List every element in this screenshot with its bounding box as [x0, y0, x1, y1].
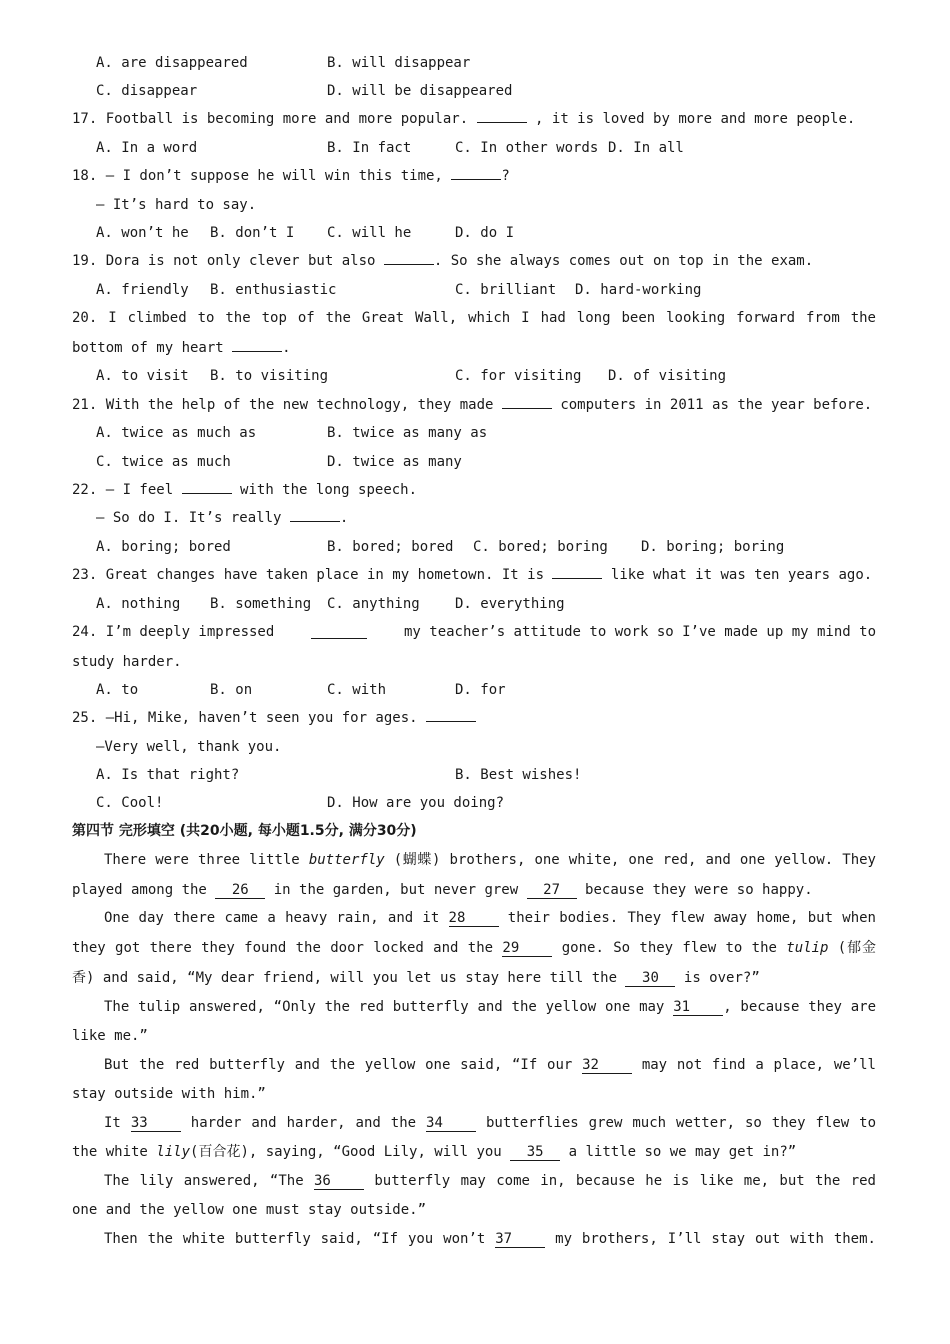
q17-option-d: D. In all [608, 140, 684, 156]
q25-option-c: C. Cool! [96, 795, 164, 811]
p1-text-a: There were three little [104, 852, 300, 868]
q22-option-a: A. boring; bored [96, 539, 231, 555]
q25-blank [426, 709, 476, 722]
q17-option-c: C. In other words [455, 140, 599, 156]
p2-text-a: One day there came a heavy rain, and it [104, 910, 440, 926]
blank-28: 28 [449, 911, 499, 927]
p1-italic-word: butterfly [308, 852, 385, 868]
q17-stem-pre: 17. Football is becoming more and more popular. [72, 111, 469, 127]
q23-option-a: A. nothing [96, 596, 181, 612]
q17-stem [72, 110, 855, 128]
q18-option-d: D. do I [455, 225, 515, 241]
p5-text-f: a little so we may get in?” [568, 1144, 797, 1160]
p3-text-b: , because they are [723, 999, 877, 1015]
q19-stem-post: . So she always comes out on top in the exam. [433, 253, 814, 269]
q24-option-d: D. for [455, 682, 506, 698]
p5-text-e: (百合花), saying, “Good Lily, will you [190, 1144, 502, 1160]
blank-33: 33 [131, 1116, 181, 1132]
passage-p3-line1 [104, 998, 876, 1016]
q19-option-d: D. hard-working [575, 282, 702, 298]
q16-option-d: D. will be disappeared [327, 83, 513, 99]
q20-stem-pre: bottom of my heart [72, 340, 224, 356]
q24-stem-line2: study harder. [72, 654, 182, 670]
p7-text-b: my brothers, I’ll stay out with them. [555, 1231, 876, 1247]
blank-30: 30 [625, 971, 675, 987]
p2-text-c: they got there they found the door locked and the [72, 940, 494, 956]
q20-stem-post: . [282, 340, 291, 356]
q25-stem-pre: 25. —Hi, Mike, haven’t seen you for ages. [72, 710, 418, 726]
q23-stem [72, 566, 872, 584]
p4-text-b: may not find a place, we’ll [641, 1057, 876, 1073]
q22-stem-post: with the long speech. [240, 482, 418, 498]
q21-option-d: D. twice as many [327, 454, 462, 470]
blank-32: 32 [582, 1058, 632, 1074]
blank-31: 31 [673, 1000, 723, 1016]
passage-p6-line2: one and the yellow one must stay outside.” [72, 1202, 427, 1218]
p3-text-a: The tulip answered, “Only the red butterfly and the yellow one may [104, 999, 665, 1015]
q20-stem-line2 [72, 339, 291, 357]
q22-reply-pre: — So do I. It’s really [96, 510, 282, 526]
p2-text-d: gone. So they flew to the [561, 940, 777, 956]
p5-text-c: butterflies grew much wetter, so they flew to [486, 1115, 876, 1131]
p2-text-f: 香) and said, “My dear friend, will you let us stay here till the [72, 970, 618, 986]
q18-option-c: C. will he [327, 225, 412, 241]
p5-text-d: the white [72, 1144, 148, 1160]
q20-option-c: C. for visiting [455, 368, 582, 384]
q18-option-a: A. won’t he [96, 225, 189, 241]
q21-stem [72, 396, 872, 414]
q24-option-b: B. on [210, 682, 253, 698]
p5-text-b: harder and harder, and the [190, 1115, 417, 1131]
q21-stem-pre: 21. With the help of the new technology, they made [72, 397, 494, 413]
q22-stem-pre: 22. — I feel [72, 482, 174, 498]
passage-p4-line1 [104, 1056, 876, 1074]
q19-option-b: B. enthusiastic [210, 282, 337, 298]
p6-text-a: The lily answered, “The [104, 1173, 304, 1189]
q22-option-c: C. bored; boring [473, 539, 608, 555]
passage-p5-line2 [72, 1143, 796, 1161]
blank-36: 36 [314, 1174, 364, 1190]
p2-text-g: is over?” [683, 970, 760, 986]
q18-stem-post: ? [501, 168, 510, 184]
q17-option-a: A. In a word [96, 140, 198, 156]
p1-text-e: because they were so happy. [585, 882, 813, 898]
q19-stem [72, 252, 813, 270]
q19-blank [384, 252, 434, 265]
passage-p7-line1 [104, 1230, 876, 1248]
blank-34: 34 [426, 1116, 476, 1132]
passage-p3-line2: like me.” [72, 1028, 148, 1044]
q22-blank-1 [182, 481, 232, 494]
q23-option-b: B. something [210, 596, 312, 612]
p6-text-b: butterfly may come in, because he is like me, but the red [374, 1173, 876, 1189]
section-heading: 第四节 完形填空 (共20小题, 每小题1.5分, 满分30分) [72, 823, 417, 839]
q25-option-d: D. How are you doing? [327, 795, 505, 811]
q22-stem [72, 481, 417, 499]
q22-reply [96, 509, 348, 527]
q17-stem-post: , it is loved by more and more people. [535, 111, 856, 127]
q23-option-c: C. anything [327, 596, 420, 612]
blank-29: 29 [502, 941, 552, 957]
q17-option-b: B. In fact [327, 140, 412, 156]
q18-blank [451, 167, 501, 180]
p2-text-e: (郁金 [837, 940, 876, 956]
q20-option-b: B. to visiting [210, 368, 329, 384]
passage-p1-line1 [104, 851, 876, 869]
q16-option-a: A. are disappeared [96, 55, 248, 71]
q20-option-a: A. to visit [96, 368, 189, 384]
q18-reply: — It’s hard to say. [96, 197, 257, 213]
q23-option-d: D. everything [455, 596, 565, 612]
q18-stem-pre: 18. — I don’t suppose he will win this time, [72, 168, 443, 184]
q24-blank [311, 626, 367, 639]
q25-option-a: A. Is that right? [96, 767, 240, 783]
q21-stem-post: computers in 2011 as the year before. [560, 397, 873, 413]
q22-reply-post: . [339, 510, 349, 526]
q23-stem-post: like what it was ten years ago. [610, 567, 873, 583]
q19-stem-pre: 19. Dora is not only clever but also [72, 253, 376, 269]
blank-27: 27 [527, 883, 577, 899]
q16-option-c: C. disappear [96, 83, 198, 99]
q21-option-a: A. twice as much as [96, 425, 257, 441]
blank-37: 37 [495, 1232, 545, 1248]
blank-26: 26 [215, 883, 265, 899]
q18-option-b: B. don’t I [210, 225, 295, 241]
p2-italic-word: tulip [786, 940, 829, 956]
p7-text-a: Then the white butterfly said, “If you won’t [104, 1231, 486, 1247]
q20-stem-line1: 20. I climbed to the top of the Great Wall, which I had long been looking forward from the [72, 310, 876, 326]
q25-option-b: B. Best wishes! [455, 767, 582, 783]
p5-italic-word: lily [156, 1144, 191, 1160]
p1-text-d: in the garden, but never grew [273, 882, 519, 898]
passage-p2-line2 [72, 939, 876, 957]
passage-p1-line2 [72, 881, 813, 899]
q21-blank [502, 396, 552, 409]
q24-stem-pre: 24. I’m deeply impressed [72, 624, 275, 640]
p5-text-a: It [104, 1115, 121, 1131]
p4-text-a: But the red butterfly and the yellow one said, “If our [104, 1057, 573, 1073]
q24-option-c: C. with [327, 682, 387, 698]
blank-35: 35 [510, 1145, 560, 1161]
q24-option-a: A. to [96, 682, 139, 698]
q25-stem [72, 709, 476, 727]
p1-text-b: (蝴蝶) brothers, one white, one red, and one yellow. They [393, 852, 876, 868]
q22-option-d: D. boring; boring [641, 539, 785, 555]
q24-stem-post: my teacher’s attitude to work so I’ve made up my mind to [403, 624, 876, 640]
q24-stem-line1 [72, 623, 876, 641]
passage-p4-line2: stay outside with him.” [72, 1086, 266, 1102]
q16-option-b: B. will disappear [327, 55, 471, 71]
q20-option-d: D. of visiting [608, 368, 727, 384]
p2-text-b: their bodies. They flew away home, but when [507, 910, 876, 926]
q21-option-c: C. twice as much [96, 454, 231, 470]
passage-p2-line3 [72, 969, 760, 987]
q19-option-c: C. brilliant [455, 282, 557, 298]
q18-stem [72, 167, 510, 185]
passage-p2-line1 [104, 909, 876, 927]
q22-blank-2 [290, 509, 340, 522]
q20-blank [232, 339, 282, 352]
q23-stem-pre: 23. Great changes have taken place in my hometown. It is [72, 567, 545, 583]
q21-option-b: B. twice as many as [327, 425, 488, 441]
q22-option-b: B. bored; bored [327, 539, 454, 555]
q25-reply: —Very well, thank you. [96, 739, 282, 755]
p1-text-c: played among the [72, 882, 207, 898]
passage-p5-line1 [104, 1114, 876, 1132]
q19-option-a: A. friendly [96, 282, 189, 298]
q17-blank [477, 110, 527, 123]
q23-blank [552, 566, 602, 579]
passage-p6-line1 [104, 1172, 876, 1190]
